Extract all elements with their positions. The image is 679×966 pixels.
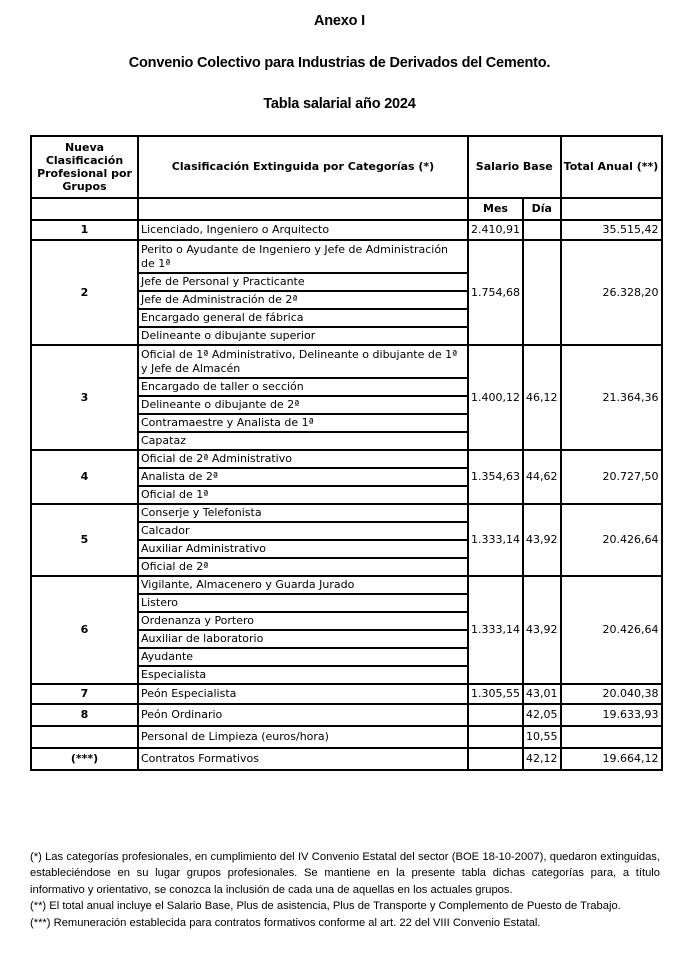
daily-salary: 43,92: [523, 576, 561, 684]
agreement-title: Convenio Colectivo para Industrias de Derivados del Cemento.: [128, 55, 551, 71]
category-name: Personal de Limpieza (euros/hora): [138, 726, 468, 748]
table-row: [31, 240, 662, 273]
footnote-training-contracts: (***) Remuneración establecida para contratos formativos conforme al art. 22 del VIII Convenio Estatal.: [30, 916, 541, 929]
group-number: 3: [31, 345, 138, 450]
table-row: [31, 704, 662, 726]
category-name: Peón Especialista: [138, 684, 468, 704]
footnote-categories: (*) Las categorías profesionales, en cumplimiento del IV Convenio Estatal del sector (BOE 18-10-2007), quedaron extinguidas, estableciéndose en su lugar grupos profesionales. Se mantiene en la presente tabla dichas categorías para, a título informativo y orientativo, se conozca la inclusión de cada una de aquellas en los actuales grupos.: [30, 851, 660, 896]
subheader-empty-annual: [561, 198, 662, 220]
table-row: [31, 220, 662, 240]
subheader-empty-group: [31, 198, 138, 220]
group-number: 5: [31, 504, 138, 576]
annual-total: 35.515,42: [561, 220, 662, 240]
subheader-row: [31, 198, 662, 220]
category-name: Oficial de 2ª: [138, 558, 468, 576]
category-name: Analista de 2ª: [138, 468, 468, 486]
table-title: Tabla salarial año 2024: [263, 96, 416, 112]
category-name: Vigilante, Almacenero y Guarda Jurado: [138, 576, 468, 594]
annual-total: 26.328,20: [561, 240, 662, 345]
subheader-empty-categories: [138, 198, 468, 220]
monthly-salary: [468, 726, 523, 748]
category-name: Conserje y Telefonista: [138, 504, 468, 522]
category-name: Auxiliar de laboratorio: [138, 630, 468, 648]
annual-total: 19.664,12: [561, 748, 662, 770]
group-number: 4: [31, 450, 138, 504]
annual-total: 20.040,38: [561, 684, 662, 704]
annual-total: 20.727,50: [561, 450, 662, 504]
daily-salary: 42,12: [523, 748, 561, 770]
group-number: 6: [31, 576, 138, 684]
category-name: Ordenanza y Portero: [138, 612, 468, 630]
header-day: Día: [523, 198, 561, 220]
group-number: 7: [31, 684, 138, 704]
table-row: [31, 450, 662, 468]
monthly-salary: 1.333,14: [468, 504, 523, 576]
annual-total: 20.426,64: [561, 576, 662, 684]
category-name: Contratos Formativos: [138, 748, 468, 770]
daily-salary: [523, 220, 561, 240]
header-group: Nueva Clasificación Profesional por Grupos: [31, 136, 138, 198]
annual-total: 20.426,64: [561, 504, 662, 576]
daily-salary: 44,62: [523, 450, 561, 504]
header-annual-total: Total Anual (**): [561, 136, 662, 198]
category-name: Listero: [138, 594, 468, 612]
group-number: 8: [31, 704, 138, 726]
group-number: 2: [31, 240, 138, 345]
monthly-salary: 2.410,91: [468, 220, 523, 240]
table-row: [31, 504, 662, 522]
footnotes: [30, 849, 660, 931]
annex-title: Anexo I: [314, 13, 365, 29]
monthly-salary: 1.333,14: [468, 576, 523, 684]
category-name: Oficial de 2ª Administrativo: [138, 450, 468, 468]
daily-salary: [523, 240, 561, 345]
group-number: 1: [31, 220, 138, 240]
table-row: [31, 576, 662, 594]
category-name: Encargado general de fábrica: [138, 309, 468, 327]
category-name: Licenciado, Ingeniero o Arquitecto: [138, 220, 468, 240]
category-name: Jefe de Administración de 2ª: [138, 291, 468, 309]
category-name: Contramaestre y Analista de 1ª: [138, 414, 468, 432]
header-categories: Clasificación Extinguida por Categorías (*): [138, 136, 468, 198]
category-name: Perito o Ayudante de Ingeniero y Jefe de Administración de 1ª: [138, 240, 468, 273]
table-row: [31, 345, 662, 378]
table-row: [31, 748, 662, 770]
table-row: [31, 726, 662, 748]
header-base-salary: Salario Base: [468, 136, 561, 198]
annual-total: [561, 726, 662, 748]
monthly-salary: 1.754,68: [468, 240, 523, 345]
category-name: Oficial de 1ª Administrativo, Delineante o dibujante de 1ª y Jefe de Almacén: [138, 345, 468, 378]
annual-total: 21.364,36: [561, 345, 662, 450]
monthly-salary: 1.400,12: [468, 345, 523, 450]
category-name: Delineante o dibujante de 2ª: [138, 396, 468, 414]
daily-salary: 43,92: [523, 504, 561, 576]
annual-total: 19.633,93: [561, 704, 662, 726]
category-name: Especialista: [138, 666, 468, 684]
header-month: Mes: [468, 198, 523, 220]
group-number: (***): [31, 748, 138, 770]
monthly-salary: 1.305,55: [468, 684, 523, 704]
monthly-salary: [468, 704, 523, 726]
daily-salary: 10,55: [523, 726, 561, 748]
category-name: Encargado de taller o sección: [138, 378, 468, 396]
category-name: Jefe de Personal y Practicante: [138, 273, 468, 291]
monthly-salary: 1.354,63: [468, 450, 523, 504]
daily-salary: 43,01: [523, 684, 561, 704]
category-name: Ayudante: [138, 648, 468, 666]
category-name: Auxiliar Administrativo: [138, 540, 468, 558]
category-name: Delineante o dibujante superior: [138, 327, 468, 345]
group-number: [31, 726, 138, 748]
category-name: Peón Ordinario: [138, 704, 468, 726]
header-row: [31, 136, 662, 198]
daily-salary: 46,12: [523, 345, 561, 450]
monthly-salary: [468, 748, 523, 770]
daily-salary: 42,05: [523, 704, 561, 726]
salary-table: [30, 135, 663, 771]
footnote-annual-total: (**) El total anual incluye el Salario Base, Plus de asistencia, Plus de Transporte y Complemento de Puesto de Trabajo.: [30, 900, 621, 913]
category-name: Oficial de 1ª: [138, 486, 468, 504]
category-name: Calcador: [138, 522, 468, 540]
category-name: Capataz: [138, 432, 468, 450]
table-row: [31, 684, 662, 704]
